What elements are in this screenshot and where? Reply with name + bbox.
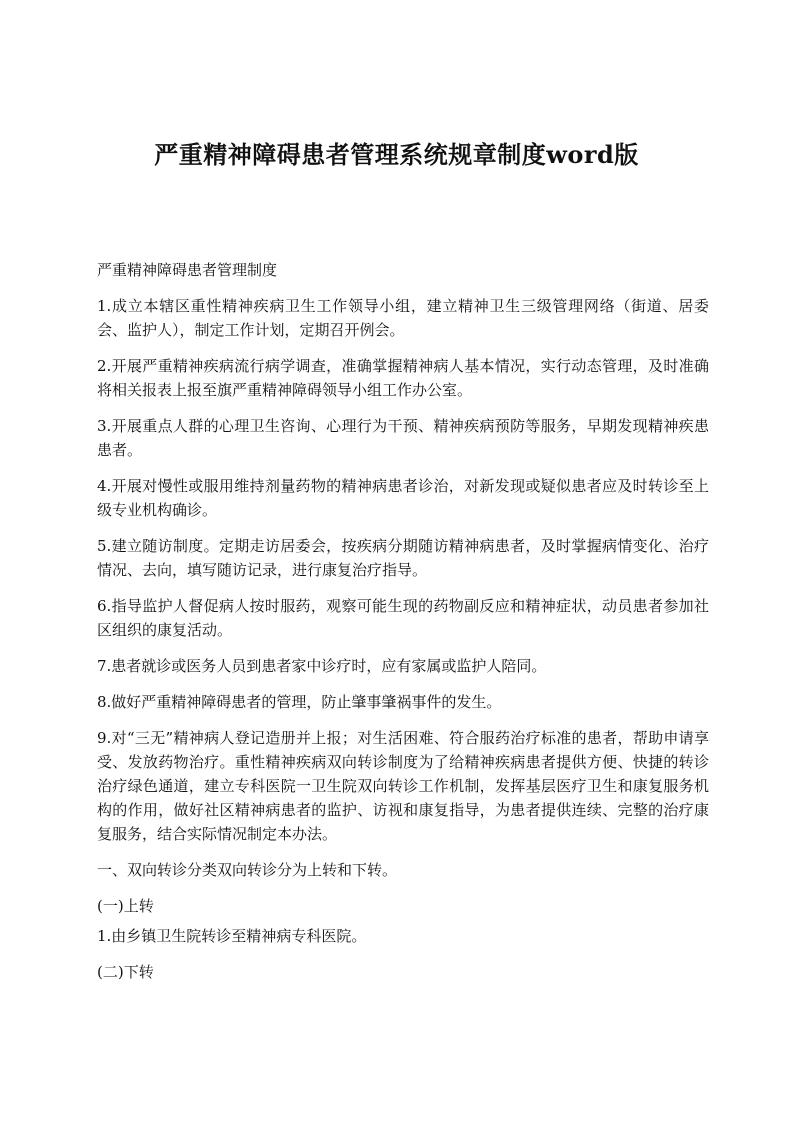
paragraph-item-7: 7.患者就诊或医务人员到患者家中诊疗时，应有家属或监护人陪同。: [97, 657, 547, 675]
paragraph-item-5: 5.建立随访制度。定期走访居委会，按疾病分期随访精神病患者，及时掌握病情变化、治疗情况、去向，填写随访记录，进行康复治疗指导。: [97, 537, 709, 579]
paragraph-item-9: 9.对“三无”精神病人登记造册并上报；对生活困难、符合服药治疗标准的患者，帮助申请享受、发放药物治疗。重性精神疾病双向转诊制度为了给精神疾病患者提供方便、快捷的转诊治疗绿色通道，建立专科医院一卫生院双向转诊工作机制，发挥基层医疗卫生和康复服务机构的作用，做好社区精神病患者的监护、访视和康复指导，为患者提供连续、完整的治疗康复服务，结合实际情况制定本办法。: [97, 729, 709, 843]
paragraph-item-4: 4.开展对慢性或服用维持剂量药物的精神病患者诊治，对新发现或疑似患者应及时转诊至上级专业机构确诊。: [97, 477, 709, 519]
paragraph-item-1: 1.成立本辖区重性精神疾病卫生工作领导小组，建立精神卫生三级管理网络（街道、居委会、监护人），制定工作计划，定期召开例会。: [97, 297, 709, 339]
paragraph-item-2: 2.开展严重精神疾病流行病学调查，准确掌握精神病人基本情况，实行动态管理，及时准确将相关报表上报至旗严重精神障碍领导小组工作办公室。: [97, 357, 709, 399]
paragraph-upward-1: 1.由乡镇卫生院转诊至精神病专科医院。: [97, 927, 367, 945]
subsection-heading-downward: (二)下转: [97, 963, 154, 981]
paragraph-item-3: 3.开展重点人群的心理卫生咨询、心理行为干预、精神疾病预防等服务，早期发现精神疾患患者。: [97, 417, 709, 459]
document-title: 严重精神障碍患者管理系统规章制度word版: [154, 140, 639, 169]
paragraph-item-6: 6.指导监护人督促病人按时服药，观察可能生现的药物副反应和精神症状，动员患者参加社区组织的康复活动。: [97, 597, 709, 639]
section-heading-referral: 一、双向转诊分类双向转诊分为上转和下转。: [97, 861, 398, 879]
section-heading: 严重精神障碍患者管理制度: [97, 261, 278, 279]
subsection-heading-upward: (一)上转: [97, 897, 154, 915]
paragraph-item-8: 8.做好严重精神障碍患者的管理，防止肇事肇祸事件的发生。: [97, 693, 502, 711]
document-body: [97, 258, 709, 990]
